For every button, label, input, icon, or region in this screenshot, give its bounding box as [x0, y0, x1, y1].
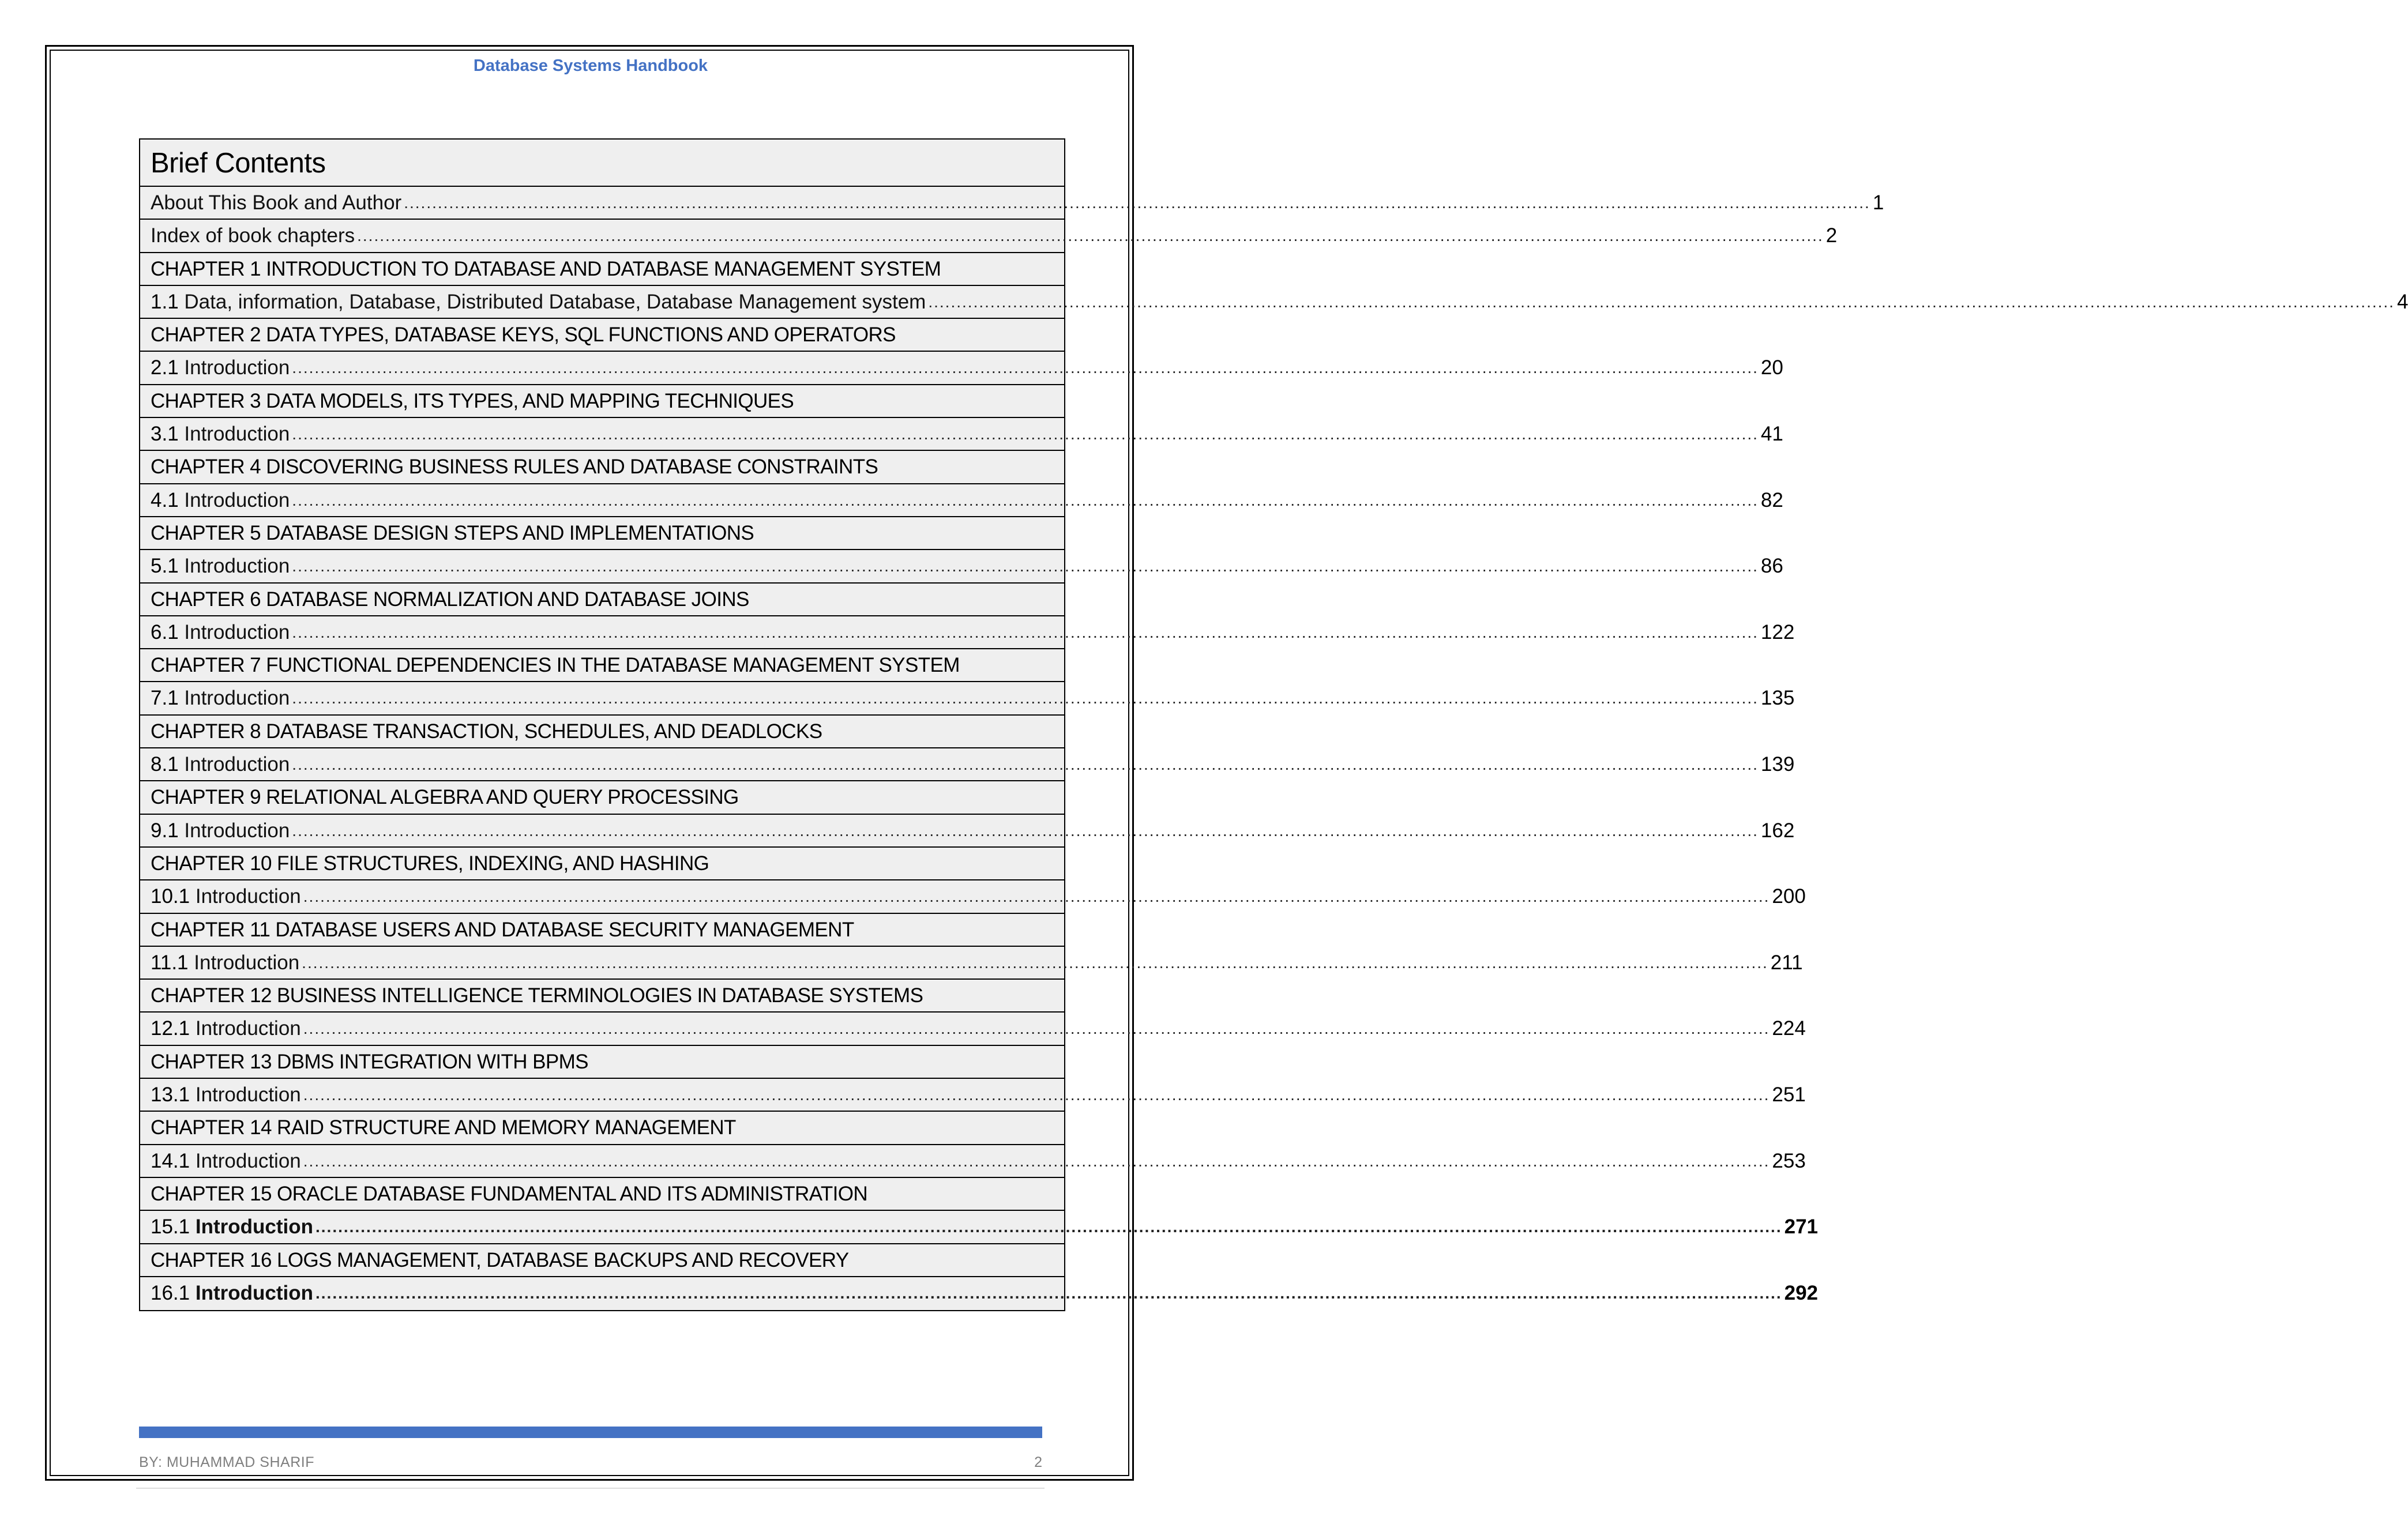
contents-rows — [140, 187, 2408, 1310]
toc-entry-label — [151, 880, 301, 912]
toc-entry-text: Data, information, Database, Distributed Database, Database Management system — [184, 290, 926, 313]
toc-entry-text: Introduction — [195, 885, 301, 908]
toc-page-number: 251 — [1772, 1083, 1806, 1107]
toc-dot-leader: .................................................................................................................................................................................................................................................................... — [404, 194, 1870, 212]
toc-page-number: 139 — [1760, 753, 1795, 776]
toc-entry-label — [151, 815, 290, 846]
toc-entry-label — [151, 484, 290, 516]
toc-entry[interactable] — [140, 748, 1795, 781]
toc-entry-number: 3.1 — [151, 423, 179, 446]
toc-entry-line — [151, 815, 1795, 846]
toc-dot-leader: .................................................................................................................................................................................................................................................................... — [302, 953, 1768, 972]
toc-entry-number: 10.1 — [151, 885, 190, 908]
toc-entry[interactable] — [140, 1079, 1806, 1112]
toc-entry[interactable] — [140, 880, 1806, 913]
toc-entry-number: 1.1 — [151, 290, 179, 313]
toc-entry-label — [151, 550, 290, 582]
toc-entry[interactable] — [140, 220, 1838, 253]
toc-page-number: 224 — [1772, 1017, 1806, 1040]
toc-page-number: 162 — [1760, 819, 1795, 842]
toc-dot-leader: .................................................................................................................................................................................................................................................................... — [303, 1086, 1770, 1104]
toc-entry-label — [151, 682, 290, 714]
toc-entry-line — [151, 352, 1783, 383]
toc-entry-label — [151, 947, 299, 978]
toc-entry-label — [151, 187, 401, 219]
toc-entry[interactable] — [140, 484, 1783, 517]
toc-entry[interactable] — [140, 286, 2408, 319]
toc-dot-leader: .................................................................................................................................................................................................................................................................... — [303, 1151, 1770, 1170]
toc-entry[interactable] — [140, 947, 1803, 980]
toc-entry-line — [151, 682, 1795, 714]
header-title: Database Systems Handbook — [473, 57, 708, 75]
toc-entry[interactable] — [140, 352, 1783, 385]
toc-page-number: 200 — [1772, 885, 1806, 908]
toc-entry-number: 5.1 — [151, 555, 179, 578]
toc-page-number: 1 — [1872, 191, 1884, 214]
toc-entry[interactable] — [140, 1145, 1806, 1178]
toc-page-number: 20 — [1760, 356, 1783, 379]
toc-chapter-heading[interactable]: CHAPTER 1 INTRODUCTION TO DATABASE AND DATABASE MANAGEMENT SYSTEM — [140, 253, 1064, 286]
toc-entry-text: Introduction — [195, 1281, 313, 1304]
toc-dot-leader: .................................................................................................................................................................................................................................................................... — [292, 821, 1759, 840]
toc-entry-line — [151, 187, 1884, 219]
toc-page-number: 253 — [1772, 1149, 1806, 1172]
toc-entry-label — [151, 220, 355, 251]
toc-chapter-heading[interactable]: CHAPTER 7 FUNCTIONAL DEPENDENCIES IN THE DATABASE MANAGEMENT SYSTEM — [140, 649, 1064, 682]
toc-chapter-heading[interactable]: CHAPTER 12 BUSINESS INTELLIGENCE TERMINOLOGIES IN DATABASE SYSTEMS — [140, 980, 1064, 1013]
toc-entry-number: 7.1 — [151, 687, 179, 710]
toc-entry[interactable] — [140, 187, 1884, 220]
toc-chapter-heading[interactable]: CHAPTER 13 DBMS INTEGRATION WITH BPMS — [140, 1046, 1064, 1079]
toc-entry-text: Introduction — [194, 951, 300, 974]
toc-entry-line — [151, 550, 1783, 582]
toc-chapter-heading[interactable]: CHAPTER 8 DATABASE TRANSACTION, SCHEDULES, AND DEADLOCKS — [140, 716, 1064, 748]
toc-entry-text: Introduction — [195, 1215, 313, 1239]
toc-entry-text: Index of book chapters — [151, 224, 355, 247]
toc-chapter-heading[interactable]: CHAPTER 3 DATA MODELS, ITS TYPES, AND MAPPING TECHNIQUES — [140, 385, 1064, 418]
toc-chapter-heading[interactable]: CHAPTER 14 RAID STRUCTURE AND MEMORY MANAGEMENT — [140, 1112, 1064, 1145]
toc-dot-leader: .................................................................................................................................................................................................................................................................... — [357, 227, 1824, 245]
toc-entry-number: 9.1 — [151, 819, 179, 842]
toc-page-number: 82 — [1760, 488, 1783, 511]
toc-dot-leader: .................................................................................................................................................................................................................................................................... — [292, 491, 1759, 509]
toc-dot-leader: .................................................................................................................................................................................................................................................................... — [292, 425, 1759, 443]
toc-entry-line — [151, 418, 1783, 450]
toc-page-number: 122 — [1760, 620, 1795, 643]
toc-dot-leader: .................................................................................................................................................................................................................................................................... — [292, 557, 1759, 575]
toc-entry-label — [151, 1079, 301, 1111]
toc-dot-leader: .................................................................................................................................................................................................................................................................... — [928, 292, 2395, 311]
toc-entry-line — [151, 748, 1795, 780]
footer-divider — [136, 1488, 1045, 1489]
toc-entry-line — [151, 1145, 1806, 1177]
toc-entry-number: 2.1 — [151, 356, 179, 379]
toc-dot-leader: .................................................................................................................................................................................................................................................................... — [315, 1218, 1782, 1236]
toc-entry-number: 14.1 — [151, 1149, 190, 1172]
toc-entry-line — [151, 286, 2408, 318]
contents-table — [139, 138, 2408, 1311]
toc-entry-text: About This Book and Author — [151, 191, 402, 214]
toc-entry-line — [151, 880, 1806, 912]
toc-entry-text: Introduction — [184, 687, 290, 710]
toc-entry-text: Introduction — [184, 753, 290, 776]
toc-chapter-heading[interactable]: CHAPTER 6 DATABASE NORMALIZATION AND DATABASE JOINS — [140, 584, 1064, 616]
toc-chapter-heading[interactable]: CHAPTER 10 FILE STRUCTURES, INDEXING, AND HASHING — [140, 848, 1064, 880]
toc-dot-leader: .................................................................................................................................................................................................................................................................... — [292, 359, 1759, 377]
toc-entry-line — [151, 1013, 1806, 1044]
toc-dot-leader: .................................................................................................................................................................................................................................................................... — [292, 689, 1759, 707]
toc-entry-number: 4.1 — [151, 488, 179, 511]
toc-chapter-heading[interactable]: CHAPTER 9 RELATIONAL ALGEBRA AND QUERY PROCESSING — [140, 781, 1064, 814]
toc-entry-label — [151, 748, 290, 780]
toc-entry-text: Introduction — [184, 819, 290, 842]
toc-page-number: 271 — [1784, 1215, 1819, 1239]
toc-chapter-heading[interactable]: CHAPTER 11 DATABASE USERS AND DATABASE SECURITY MANAGEMENT — [140, 914, 1064, 947]
toc-entry-text: Introduction — [184, 555, 290, 578]
toc-chapter-heading[interactable]: CHAPTER 15 ORACLE DATABASE FUNDAMENTAL AND ITS ADMINISTRATION — [140, 1178, 1064, 1211]
toc-entry[interactable] — [140, 815, 1795, 848]
toc-entry-line — [151, 1211, 1819, 1243]
toc-entry-text: Introduction — [184, 488, 290, 511]
toc-chapter-heading[interactable]: CHAPTER 4 DISCOVERING BUSINESS RULES AND DATABASE CONSTRAINTS — [140, 451, 1064, 484]
toc-dot-leader: .................................................................................................................................................................................................................................................................... — [292, 623, 1759, 641]
toc-entry-number: 8.1 — [151, 753, 179, 776]
toc-entry-number: 16.1 — [151, 1281, 190, 1304]
toc-entry[interactable] — [140, 550, 1783, 583]
toc-page-number: 86 — [1760, 555, 1783, 578]
toc-entry-label — [151, 616, 290, 648]
toc-page-number: 211 — [1770, 951, 1803, 974]
toc-entry-text: Introduction — [195, 1083, 301, 1107]
toc-entry-label — [151, 1277, 313, 1309]
footer-author: BY: MUHAMMAD SHARIF — [139, 1454, 314, 1470]
toc-chapter-heading[interactable]: CHAPTER 16 LOGS MANAGEMENT, DATABASE BACKUPS AND RECOVERY — [140, 1244, 1064, 1277]
toc-entry-label — [151, 1145, 301, 1177]
toc-page-number: 292 — [1784, 1281, 1819, 1304]
toc-page-number: 4 — [2396, 290, 2408, 313]
footer-page-number: 2 — [1034, 1454, 1042, 1470]
toc-entry-number: 15.1 — [151, 1215, 190, 1239]
toc-entry[interactable] — [140, 1211, 1819, 1244]
toc-entry-label — [151, 1211, 313, 1243]
toc-entry[interactable] — [140, 1013, 1806, 1045]
toc-entry-line — [151, 616, 1795, 648]
toc-dot-leader: .................................................................................................................................................................................................................................................................... — [303, 1019, 1770, 1038]
toc-entry-label — [151, 286, 926, 318]
toc-entry-line — [151, 947, 1803, 978]
toc-page-number: 135 — [1760, 687, 1795, 710]
toc-entry-label — [151, 352, 290, 383]
toc-entry-line — [151, 1277, 1819, 1309]
toc-dot-leader: .................................................................................................................................................................................................................................................................... — [292, 755, 1759, 774]
toc-entry[interactable] — [140, 682, 1795, 715]
toc-entry-text: Introduction — [184, 423, 290, 446]
footer-accent-bar — [139, 1427, 1042, 1438]
toc-entry-line — [151, 220, 1838, 251]
toc-entry-number: 12.1 — [151, 1017, 190, 1040]
toc-dot-leader: .................................................................................................................................................................................................................................................................... — [315, 1284, 1782, 1302]
toc-entry-number: 13.1 — [151, 1083, 190, 1107]
contents-title: Brief Contents — [140, 140, 1064, 187]
toc-entry-text: Introduction — [184, 356, 290, 379]
toc-dot-leader: .................................................................................................................................................................................................................................................................... — [303, 887, 1770, 906]
toc-chapter-heading[interactable]: CHAPTER 5 DATABASE DESIGN STEPS AND IMPLEMENTATIONS — [140, 517, 1064, 550]
toc-entry-text: Introduction — [195, 1017, 301, 1040]
toc-entry-number: 11.1 — [151, 951, 189, 974]
toc-entry[interactable] — [140, 418, 1783, 451]
toc-entry-text: Introduction — [195, 1149, 301, 1172]
toc-entry[interactable] — [140, 616, 1795, 649]
toc-entry-label — [151, 418, 290, 450]
toc-entry-text: Introduction — [184, 620, 290, 643]
toc-entry-line — [151, 1079, 1806, 1111]
toc-chapter-heading[interactable]: CHAPTER 2 DATA TYPES, DATABASE KEYS, SQL FUNCTIONS AND OPERATORS — [140, 319, 1064, 352]
toc-entry-number: 6.1 — [151, 620, 179, 643]
toc-page-number: 2 — [1825, 224, 1838, 247]
toc-entry-line — [151, 484, 1783, 516]
toc-page-number: 41 — [1760, 423, 1783, 446]
toc-entry-label — [151, 1013, 301, 1044]
toc-entry[interactable] — [140, 1277, 1819, 1310]
